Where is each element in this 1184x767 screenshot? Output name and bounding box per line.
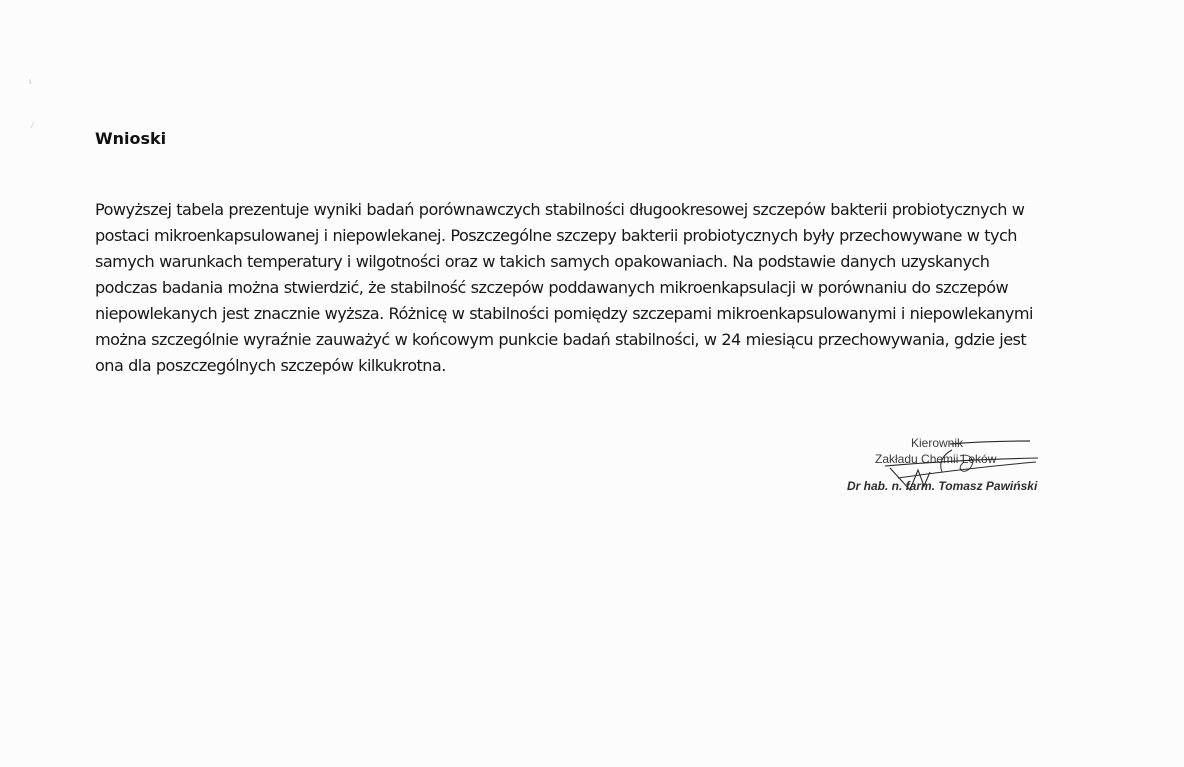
stamp-title: Kierownik <box>911 436 964 450</box>
handwritten-signature-icon <box>840 432 1050 502</box>
paragraph-line: samych warunkach temperatury i wilgotności oraz w takich samych opakowaniach. Na podstawie danych uzyskanych <box>95 252 990 271</box>
conclusions-paragraph <box>95 197 1095 379</box>
paragraph-line: postaci mikroenkapsulowanej i niepowlekanej. Poszczególne szczepy bakterii probiotycznych były przechowywane w tych <box>95 226 1017 245</box>
paragraph-line: ona dla poszczególnych szczepów kilkukrotna. <box>95 356 446 375</box>
paragraph-line: niepowlekanych jest znacznie wyższa. Różnicę w stabilności pomiędzy szczepami mikroenkapsulowanymi i niepowlekanymi <box>95 304 1033 323</box>
paragraph-line: Powyższej tabela prezentuje wyniki badań porównawczych stabilności długookresowej szczepów bakterii probiotycznych w <box>95 200 1025 219</box>
stamp-name: Dr hab. n. farm. Tomasz Pawiński <box>847 479 1038 493</box>
paragraph-line: podczas badania można stwierdzić, że stabilność szczepów poddawanych mikroenkapsulacji w porównaniu do szczepów <box>95 278 1009 297</box>
paragraph-line: można szczególnie wyraźnie zauważyć w końcowym punkcie badań stabilności, w 24 miesiącu przechowywania, gdzie jest <box>95 330 1027 349</box>
scan-artifact-mark: ι <box>29 76 32 86</box>
section-heading: Wnioski <box>95 129 167 148</box>
stamp-department: Zakładu Chemii Leków <box>875 452 997 466</box>
scan-artifact-mark: / <box>31 120 34 130</box>
official-stamp <box>840 432 1050 502</box>
